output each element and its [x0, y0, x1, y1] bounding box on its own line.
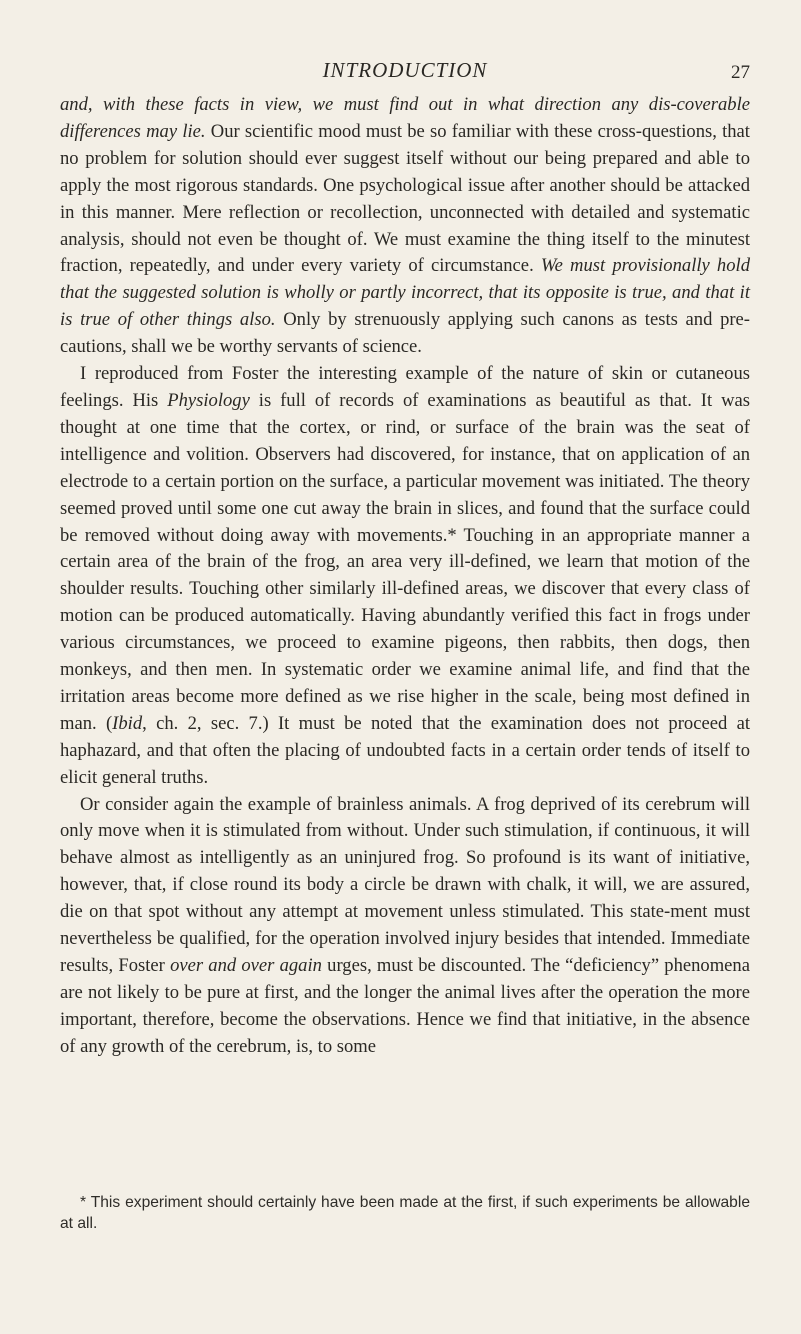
body-text — [60, 92, 750, 1061]
text-run: Only by strenuously applying such canons as tests and pre-cautions, shall we be worthy servants of science. — [60, 309, 750, 358]
text-run: urges, must be discounted. The “deficiency” phenomena are not likely to be pure at first, and the longer the animal lives after the operation the more important, therefore, become the observations. Hence we find that initiative, in the absence of any growth of the cerebrum, is, to some — [60, 955, 750, 1057]
text-run: Our scientific mood must be so familiar with these cross-questions, that no problem for solution should ever suggest itself without our being prepared and able to apply the most rigorous standards. One psychological issue after another should be attacked in this manner. Mere reflection or recollection, unconnected with detailed and systematic analysis, should not even be thought of. We must examine the thing itself to the minutest fraction, repeatedly, and under every variety of circumstance. — [60, 120, 750, 277]
text-run: Or consider again the example of brainless animals. A frog deprived of its cerebrum will only move when it is stimulated from without. Under such stimulation, if continuous, it will behave almost as intelligently as an uninjured frog. So profound is its want of initiative, however, that, if close round its body a circle be drawn with chalk, it will, we are assured, die on that spot without any attempt at movement unless stimulated. This state-ment must nevertheless be qualified, for the operation involved injury besides that intended. Immediate results, Foster — [60, 793, 750, 976]
footnote-text: * This experiment should certainly have been made at the first, if such experiments be allowable at all. — [60, 1194, 750, 1232]
paragraph-2 — [60, 361, 750, 792]
text-run: is full of records of examinations as beautiful as that. It was thought at one time that the cortex, or rind, or surface of the brain was the seat of intelligence and volition. Observers had discovered, for instance, that on application of an electrode to a certain portion on the surface, a particular movement was initiated. The theory seemed proved until some one cut away the brain in slices, and found that the surface could be removed without doing away with movements.* Touching in an appropriate manner a certain area of the brain of the frog, an area very ill-defined, we learn that motion of the shoulder results. Touching other similarly ill-defined areas, we discover that every class of motion can be produced automatically. Having abundantly verified this fact in frogs under various circumstances, we proceed to examine pigeons, then rabbits, then dogs, then monkeys, and then men. In systematic order we examine animal life, and find that the irritation areas become more defined as we rise higher in the scale, being most defined in man. ( — [60, 389, 750, 734]
italic-text: Ibid — [112, 712, 143, 734]
paragraph-3 — [60, 792, 750, 1061]
footnote — [60, 1192, 750, 1234]
italic-text: Physiology — [167, 389, 250, 411]
italic-text: and, with these facts in view, we must find out in what direction any dis-coverable differences may lie. — [60, 94, 750, 142]
page-number: 27 — [731, 62, 750, 83]
italic-text: We must provisionally hold that the suggested solution is wholly or partly incorrect, that its opposite is true, and that it is true of other things also. — [60, 255, 750, 331]
italic-text: over and over again — [170, 955, 322, 976]
text-run: I reproduced from Foster the interesting example of the nature of skin or cutaneous feelings. His — [60, 363, 750, 411]
paragraph-1 — [60, 92, 750, 361]
page-header — [60, 58, 750, 88]
text-run: , ch. 2, sec. 7.) It must be noted that the examination does not proceed at haphazard, and that often the placing of undoubted facts in a certain order tends of itself to elicit general truths. — [60, 712, 750, 788]
running-title: INTRODUCTION — [322, 58, 488, 82]
